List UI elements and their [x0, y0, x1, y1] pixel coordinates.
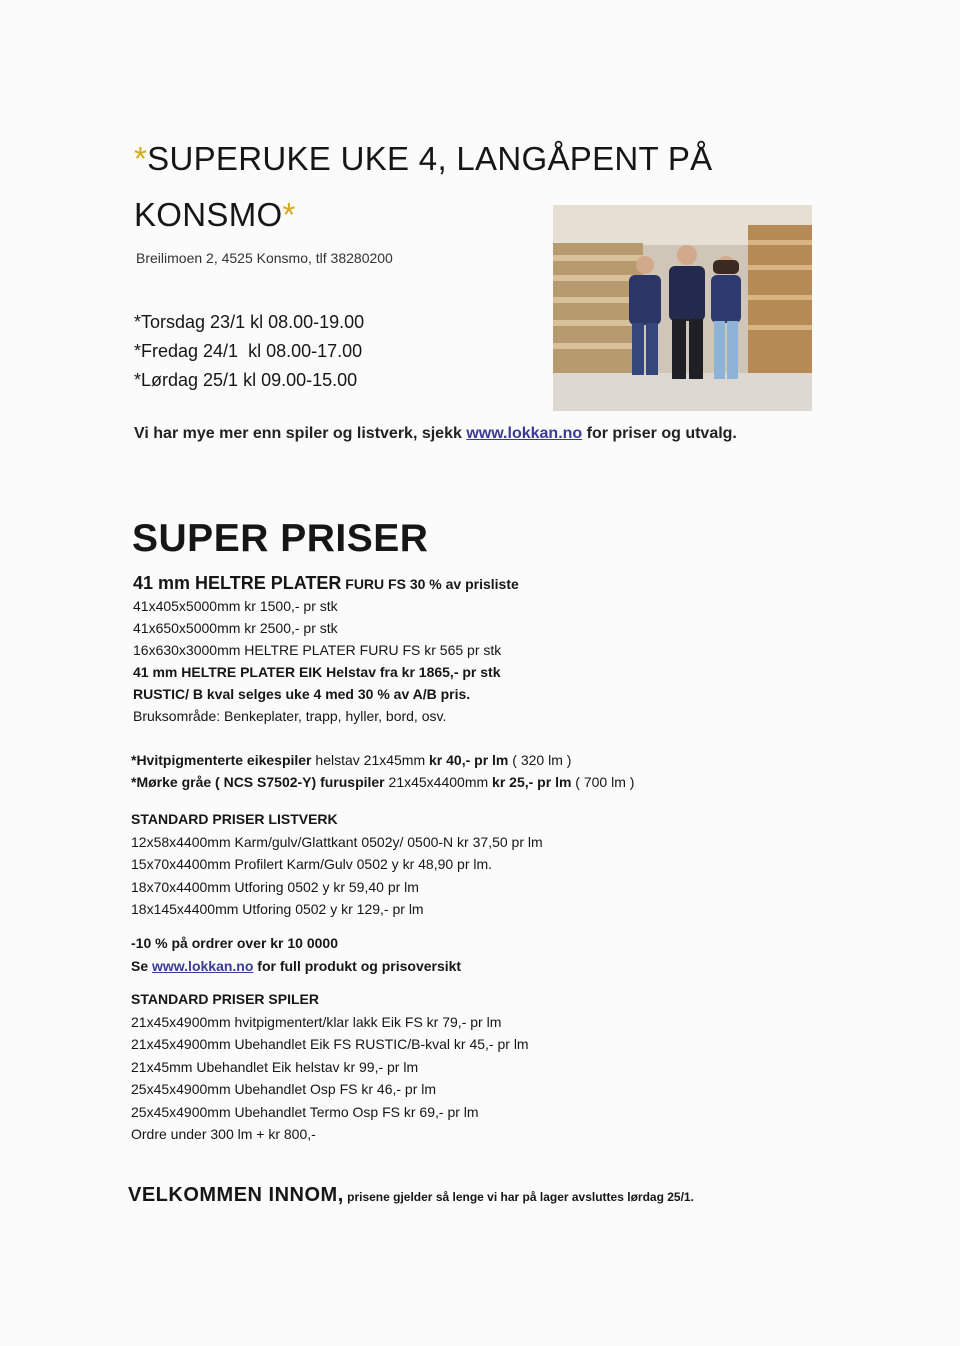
list-item: 25x45x4900mm Ubehandlet Termo Osp FS kr 69,- pr lm [131, 1103, 479, 1120]
list-item: 25x45x4900mm Ubehandlet Osp FS kr 46,- pr lm [131, 1081, 437, 1097]
page-title-line2 [134, 196, 296, 234]
title-text-1: SUPERUKE UKE 4, LANGÅPENT PÅ [147, 140, 713, 177]
heltre-eik-line: 41 mm HELTRE PLATER EIK Helstav fra kr 1865,- pr stk [133, 664, 501, 680]
listverk-section [131, 808, 543, 921]
offer-qty: ( 700 lm ) [571, 774, 635, 790]
offer-price: kr 25,- pr lm [492, 774, 572, 790]
overview-after: for full produkt og prisoversikt [253, 957, 462, 974]
overview-before: Se [131, 957, 153, 974]
list-item: Ordre under 300 lm + kr 800,- [131, 1126, 316, 1142]
heltre-line-2: 41x650x5000mm kr 2500,- pr stk [133, 620, 338, 636]
list-item: 21x45mm Ubehandlet Eik helstav kr 99,- pr lm [131, 1058, 419, 1075]
heltre-rustic-line: RUSTIC/ B kval selges uke 4 med 30 % av A/B pris. [133, 686, 471, 702]
offer-row [131, 749, 634, 771]
overview-line [131, 955, 461, 978]
title-text-2: KONSMO [134, 196, 283, 233]
store-address: Breilimoen 2, 4525 Konsmo, tlf 38280200 [136, 250, 393, 266]
listverk-heading: STANDARD PRISER LISTVERK [131, 811, 338, 827]
heltre-heading-small: FURU FS 30 % av prisliste [341, 576, 519, 592]
offer-dim: 21x45x4400mm [384, 774, 493, 790]
list-item: 18x145x4400mm Utforing 0502 y kr 129,- pr lm [131, 901, 424, 917]
hours-saturday: *Lørdag 25/1 kl 09.00-15.00 [134, 370, 358, 390]
list-item: 12x58x4400mm Karm/gulv/Glattkant 0502y/ 0500-N kr 37,50 pr lm [131, 833, 543, 850]
list-item: 15x70x4400mm Profilert Karm/Gulv 0502 y kr 48,90 pr lm. [131, 856, 493, 872]
welcome-footer [128, 1184, 694, 1207]
list-item: 18x70x4400mm Utforing 0502 y kr 59,40 pr lm [131, 878, 419, 895]
hours-thursday: *Torsdag 23/1 kl 08.00-19.00 [134, 312, 365, 332]
staff-photo [553, 205, 812, 411]
spiler-section [131, 988, 529, 1146]
opening-hours [134, 308, 364, 395]
spiler-heading: STANDARD PRISER SPILER [131, 991, 319, 1007]
discount-line: -10 % på ordrer over kr 10 0000 [131, 935, 339, 951]
offer-dim: helstav 21x45mm [311, 752, 430, 768]
welcome-text: VELKOMMEN INNOM, [128, 1184, 344, 1206]
heltre-plater-section [133, 572, 519, 727]
spiler-offers [131, 749, 634, 793]
heltre-line-3: 16x630x3000mm HELTRE PLATER FURU FS kr 565 pr stk [133, 642, 502, 658]
heltre-line-1: 41x405x5000mm kr 1500,- pr stk [133, 598, 338, 614]
star-left: * [134, 140, 148, 177]
intro-text [134, 425, 737, 443]
list-item: 21x45x4900mm hvitpigmentert/klar lakk Eik FS kr 79,- pr lm [131, 1013, 502, 1030]
intro-before: Vi har mye mer enn spiler og listverk, sjekk [134, 425, 467, 442]
list-item: 21x45x4900mm Ubehandlet Eik FS RUSTIC/B-kval kr 45,- pr lm [131, 1036, 529, 1052]
offer-name: *Mørke gråe ( NCS S7502-Y) furuspiler [131, 774, 385, 790]
discount-section [131, 932, 461, 977]
website-link[interactable]: www.lokkan.no [466, 425, 583, 442]
offer-qty: ( 320 lm ) [508, 752, 572, 768]
page-title-line1 [134, 140, 712, 178]
heltre-usage: Bruksområde: Benkeplater, trapp, hyller, bord, osv. [133, 708, 447, 724]
super-priser-heading: SUPER PRISER [132, 517, 429, 560]
website-link-2[interactable]: www.lokkan.no [152, 957, 254, 974]
validity-note: prisene gjelder så lenge vi har på lager avsluttes lørdag 25/1. [343, 1190, 694, 1204]
hours-friday: *Fredag 24/1 kl 08.00-17.00 [134, 341, 363, 361]
heltre-heading-big: 41 mm HELTRE PLATER [133, 573, 342, 593]
intro-after: for priser og utvalg. [582, 425, 737, 442]
heltre-heading [133, 572, 519, 595]
star-right: * [282, 196, 296, 233]
offer-row [131, 771, 634, 793]
offer-name: *Hvitpigmenterte eikespiler [131, 752, 312, 768]
offer-price: kr 40,- pr lm [429, 752, 509, 768]
